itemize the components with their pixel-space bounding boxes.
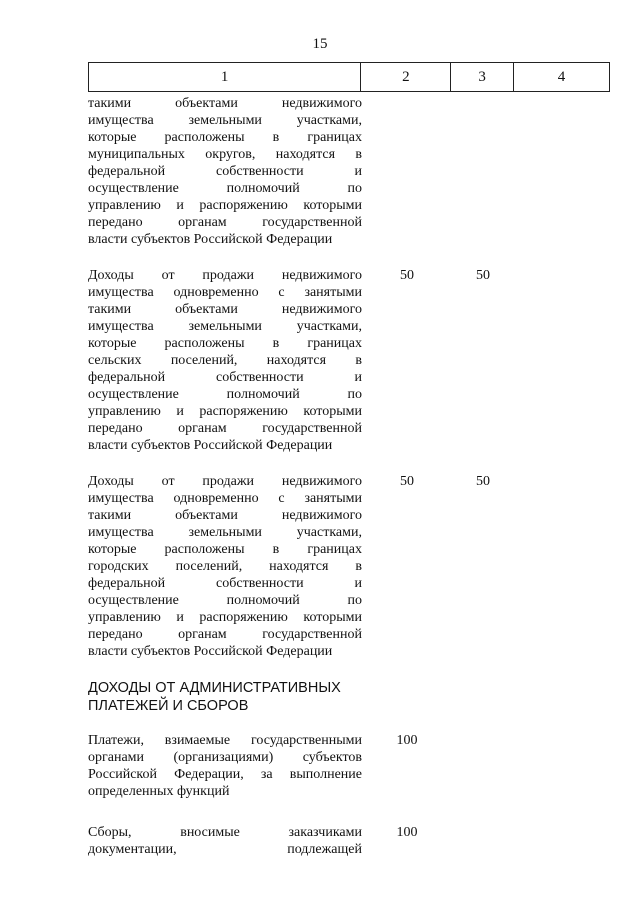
text-line: Доходы от продажи недвижимого bbox=[88, 474, 362, 489]
text-line: осуществление полномочий по bbox=[88, 181, 362, 196]
row-col-3: 50 bbox=[476, 474, 490, 489]
text-line: передано органам государственной bbox=[88, 215, 362, 230]
text-line: имущества одновременно с занятыми bbox=[88, 285, 362, 300]
text-line: Российской Федерации, за выполнение bbox=[88, 767, 362, 782]
text-line: власти субъектов Российской Федерации bbox=[88, 438, 333, 453]
section-heading bbox=[88, 679, 362, 715]
table-header bbox=[88, 62, 610, 92]
text-line: осуществление полномочий по bbox=[88, 387, 362, 402]
section-heading-line: ДОХОДЫ ОТ АДМИНИСТРАТИВНЫХ bbox=[88, 680, 341, 696]
header-col-4: 4 bbox=[513, 63, 609, 92]
text-line: управлению и распоряжению которыми bbox=[88, 198, 362, 213]
text-line: федеральной собственности и bbox=[88, 164, 362, 179]
row-col-3 bbox=[452, 824, 514, 858]
text-line: сельских поселений, находятся в bbox=[88, 353, 362, 368]
text-line: власти субъектов Российской Федерации bbox=[88, 232, 333, 247]
table-body bbox=[88, 95, 610, 858]
text-line: передано органам государственной bbox=[88, 421, 362, 436]
text-line: передано органам государственной bbox=[88, 627, 362, 642]
header-col-3: 3 bbox=[451, 63, 513, 92]
text-line: власти субъектов Российской Федерации bbox=[88, 644, 333, 659]
section-heading-line: ПЛАТЕЖЕЙ И СБОРОВ bbox=[88, 698, 249, 714]
text-line: муниципальных округов, находятся в bbox=[88, 147, 362, 162]
table-row bbox=[88, 824, 610, 858]
text-line: управлению и распоряжению которыми bbox=[88, 404, 362, 419]
text-line: имущества земельными участками, bbox=[88, 319, 362, 334]
row-col-3: 50 bbox=[476, 268, 490, 283]
text-line: имущества земельными участками, bbox=[88, 113, 362, 128]
row-col-2: 50 bbox=[400, 268, 414, 283]
text-line: городских поселений, находятся в bbox=[88, 559, 362, 574]
table-row bbox=[88, 732, 610, 800]
text-line: такими объектами недвижимого bbox=[88, 508, 362, 523]
row-description bbox=[88, 267, 362, 454]
row-col-2: 100 bbox=[396, 733, 418, 748]
text-line: имущества земельными участками, bbox=[88, 525, 362, 540]
row-col-4 bbox=[514, 95, 610, 248]
section-heading-row bbox=[88, 679, 610, 715]
row-col-4 bbox=[514, 732, 610, 800]
row-description bbox=[88, 732, 362, 800]
row-col-4 bbox=[514, 473, 610, 660]
row-description bbox=[88, 95, 362, 248]
row-col-2 bbox=[362, 95, 452, 248]
row-col-3 bbox=[452, 732, 514, 800]
text-line: федеральной собственности и bbox=[88, 370, 362, 385]
text-line: определенных функций bbox=[88, 784, 230, 799]
header-col-2: 2 bbox=[361, 63, 451, 92]
text-line: управлению и распоряжению которыми bbox=[88, 610, 362, 625]
text-line: такими объектами недвижимого bbox=[88, 302, 362, 317]
row-col-4 bbox=[514, 267, 610, 454]
text-line: документации, подлежащей bbox=[88, 842, 362, 857]
text-line: которые расположены в границах bbox=[88, 336, 362, 351]
row-col-2: 100 bbox=[396, 825, 418, 840]
text-line: которые расположены в границах bbox=[88, 130, 362, 145]
row-description bbox=[88, 473, 362, 660]
text-line: осуществление полномочий по bbox=[88, 593, 362, 608]
text-line: Сборы, вносимые заказчиками bbox=[88, 825, 362, 840]
text-line: органами (организациями) субъектов bbox=[88, 750, 362, 765]
row-col-3 bbox=[452, 95, 514, 248]
row-col-4 bbox=[514, 824, 610, 858]
text-line: имущества одновременно с занятыми bbox=[88, 491, 362, 506]
text-line: которые расположены в границах bbox=[88, 542, 362, 557]
text-line: Доходы от продажи недвижимого bbox=[88, 268, 362, 283]
text-line: Платежи, взимаемые государственными bbox=[88, 733, 362, 748]
row-description bbox=[88, 824, 362, 858]
text-line: такими объектами недвижимого bbox=[88, 96, 362, 111]
header-col-1: 1 bbox=[89, 63, 361, 92]
table-row bbox=[88, 473, 610, 660]
table-row bbox=[88, 267, 610, 454]
table-row bbox=[88, 95, 610, 248]
text-line: федеральной собственности и bbox=[88, 576, 362, 591]
row-col-2: 50 bbox=[400, 474, 414, 489]
page-number: 15 bbox=[312, 36, 328, 52]
